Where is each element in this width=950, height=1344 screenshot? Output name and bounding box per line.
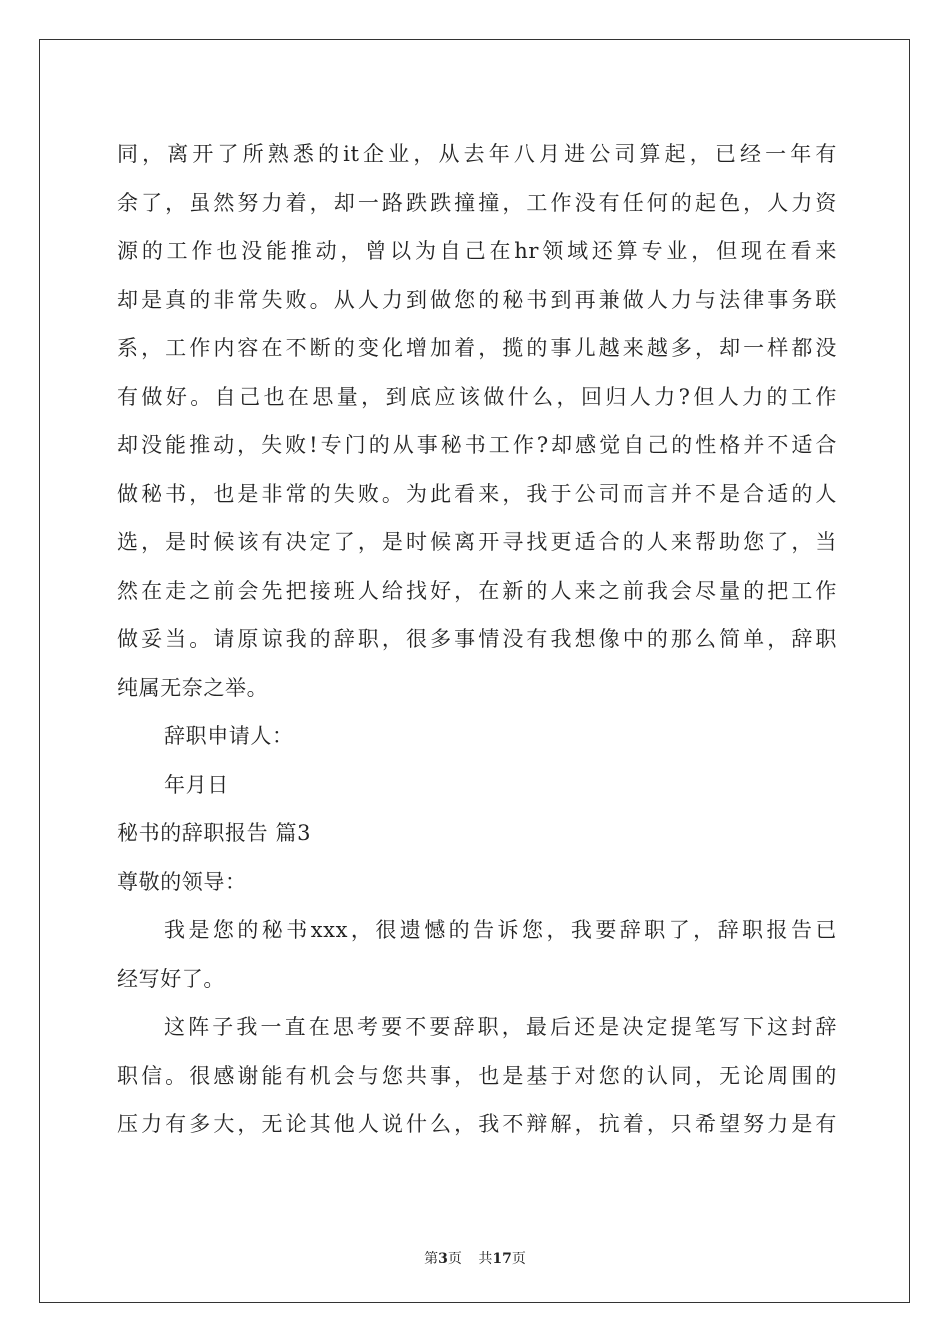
text-line: 经写好了。 [117,966,225,991]
text-line: 做妥当。请原谅我的辞职，很多事情没有我想像中的那么简单，辞职 [117,627,837,651]
text-line: 这阵子我一直在思考要不要辞职，最后还是决定提笔写下这封辞 [164,1015,837,1039]
text-line: 辞职申请人： [164,724,294,748]
text-line: 做秘书，也是非常的失败。为此看来，我于公司而言并不是合适的人 [117,481,837,506]
text-line: 年月日 [164,772,229,797]
text-line: 我是您的秘书xxx，很遗憾的告诉您，我要辞职了，辞职报告已 [164,918,837,942]
text-line: 纯属无奈之举。 [117,675,269,700]
text-line: 压力有多大，无论其他人说什么，我不辩解，抗着，只希望努力是有 [117,1112,837,1136]
total-pages-indicator: 共17页 [478,1251,526,1267]
text-line: 余了，虽然努力着，却一路跌跌撞撞，工作没有任何的起色，人力资 [117,190,837,215]
text-line: 秘书的辞职报告 篇3 [117,821,312,845]
text-line: 却没能推动，失败!专门的从事秘书工作?却感觉自己的性格并不适合 [117,433,837,457]
text-line: 源的工作也没能推动，曾以为自己在hr领域还算专业，但现在看来 [117,239,837,263]
text-line: 有做好。自己也在思量，到底应该做什么，回归人力?但人力的工作 [117,384,837,409]
page-indicator: 第3页 [424,1251,462,1267]
text-line: 选，是时候该有决定了，是时候离开寻找更适合的人来帮助您了，当 [117,530,837,554]
document-body [117,130,837,1149]
text-line: 系，工作内容在不断的变化增加着，揽的事儿越来越多，却一样都没 [117,336,837,360]
text-line: 尊敬的领导： [117,869,247,894]
text-line: 却是真的非常失败。从人力到做您的秘书到再兼做人力与法律事务联 [117,287,837,312]
text-line: 同，离开了所熟悉的it企业，从去年八月进公司算起，已经一年有 [117,142,837,166]
page-footer [0,1248,950,1268]
text-line: 职信。很感谢能有机会与您共事，也是基于对您的认同，无论周围的 [117,1063,837,1088]
text-line: 然在走之前会先把接班人给找好，在新的人来之前我会尽量的把工作 [117,578,837,603]
